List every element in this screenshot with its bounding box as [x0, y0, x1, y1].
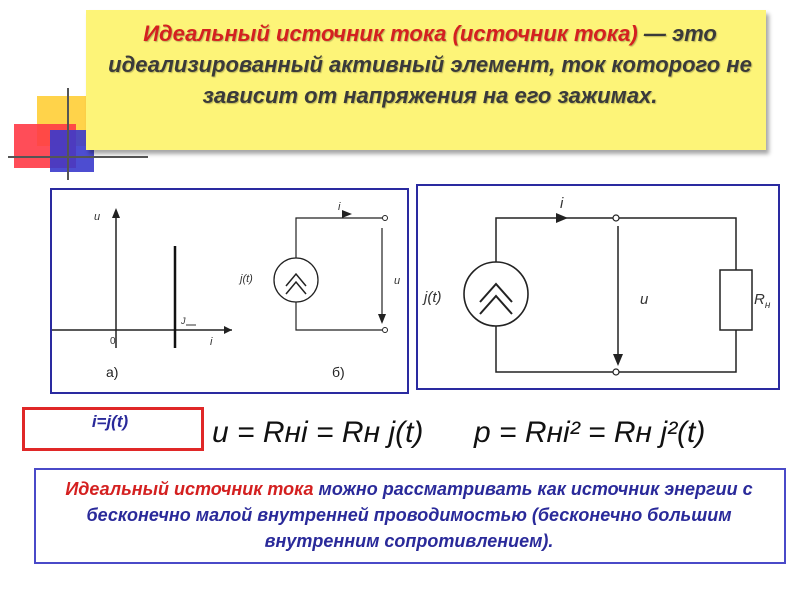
u-axis-label: u: [94, 211, 101, 223]
u-axis-arrow: [112, 208, 120, 218]
circuit-c-bottom-wire: [496, 324, 736, 372]
resistor-subscript: н: [764, 300, 771, 311]
voltage-label-b: u: [394, 275, 401, 287]
equation-power: p = Rнi² = Rн j²(t): [474, 416, 706, 449]
terminal-bottom-b: [383, 328, 388, 333]
diagram-panel-ab: [50, 188, 409, 394]
formula-label: i=j(t): [91, 412, 129, 431]
resistor-label-c: [754, 291, 771, 311]
definition-rest: — это идеализированный активный элемент, ток которого не зависит от напряжения на его зажимах.: [108, 21, 752, 108]
j-mark-label: J: [181, 316, 186, 326]
equations: [212, 408, 792, 458]
circuit-c-top-wire: [496, 218, 736, 270]
source-label-c: j(t): [424, 289, 442, 306]
origin-label: 0: [110, 336, 116, 347]
diagram-panel-c: [416, 184, 780, 390]
load-resistor: [720, 270, 752, 330]
i-axis-label: i: [210, 336, 213, 348]
decor-vertical-line: [67, 88, 69, 180]
terminal-top-c: [613, 215, 619, 221]
voltage-label-c: u: [640, 291, 649, 308]
diagrams-ab-svg: [52, 190, 407, 392]
diagram-c-svg: [418, 186, 778, 388]
current-source-c: [464, 262, 528, 326]
voltage-arrow-b: [378, 314, 386, 324]
circuit-b-bottom-wire: [296, 302, 382, 330]
source-label-b: j(t): [240, 273, 253, 285]
equations-svg: [212, 408, 792, 458]
voltage-arrow-c: [613, 354, 623, 366]
resistor-symbol: R: [754, 291, 765, 308]
decor-horizontal-line: [8, 156, 148, 158]
definition-term: Идеальный источник тока (источник тока): [143, 21, 638, 46]
definition-text: [100, 18, 760, 111]
caption-a: а): [106, 364, 119, 380]
current-label-b: i: [338, 201, 341, 213]
note-text: [40, 476, 778, 554]
note-term: Идеальный источник тока: [65, 479, 314, 499]
i-axis-arrow: [224, 326, 232, 334]
current-source-b: [274, 258, 318, 302]
circuit-b-top-wire: [296, 218, 382, 258]
current-arrow-c: [556, 213, 568, 223]
current-label-c: i: [560, 195, 564, 212]
caption-b: б): [332, 364, 345, 380]
equation-voltage: u = Rнi = Rн j(t): [212, 416, 424, 449]
terminal-bottom-c: [613, 369, 619, 375]
current-arrow-b: [342, 210, 352, 218]
terminal-top-b: [383, 216, 388, 221]
note-rest: можно рассматривать как источник энергии с бесконечно малой внутренней проводимостью (бесконечно большим внутренним сопротивлением).: [86, 479, 753, 551]
